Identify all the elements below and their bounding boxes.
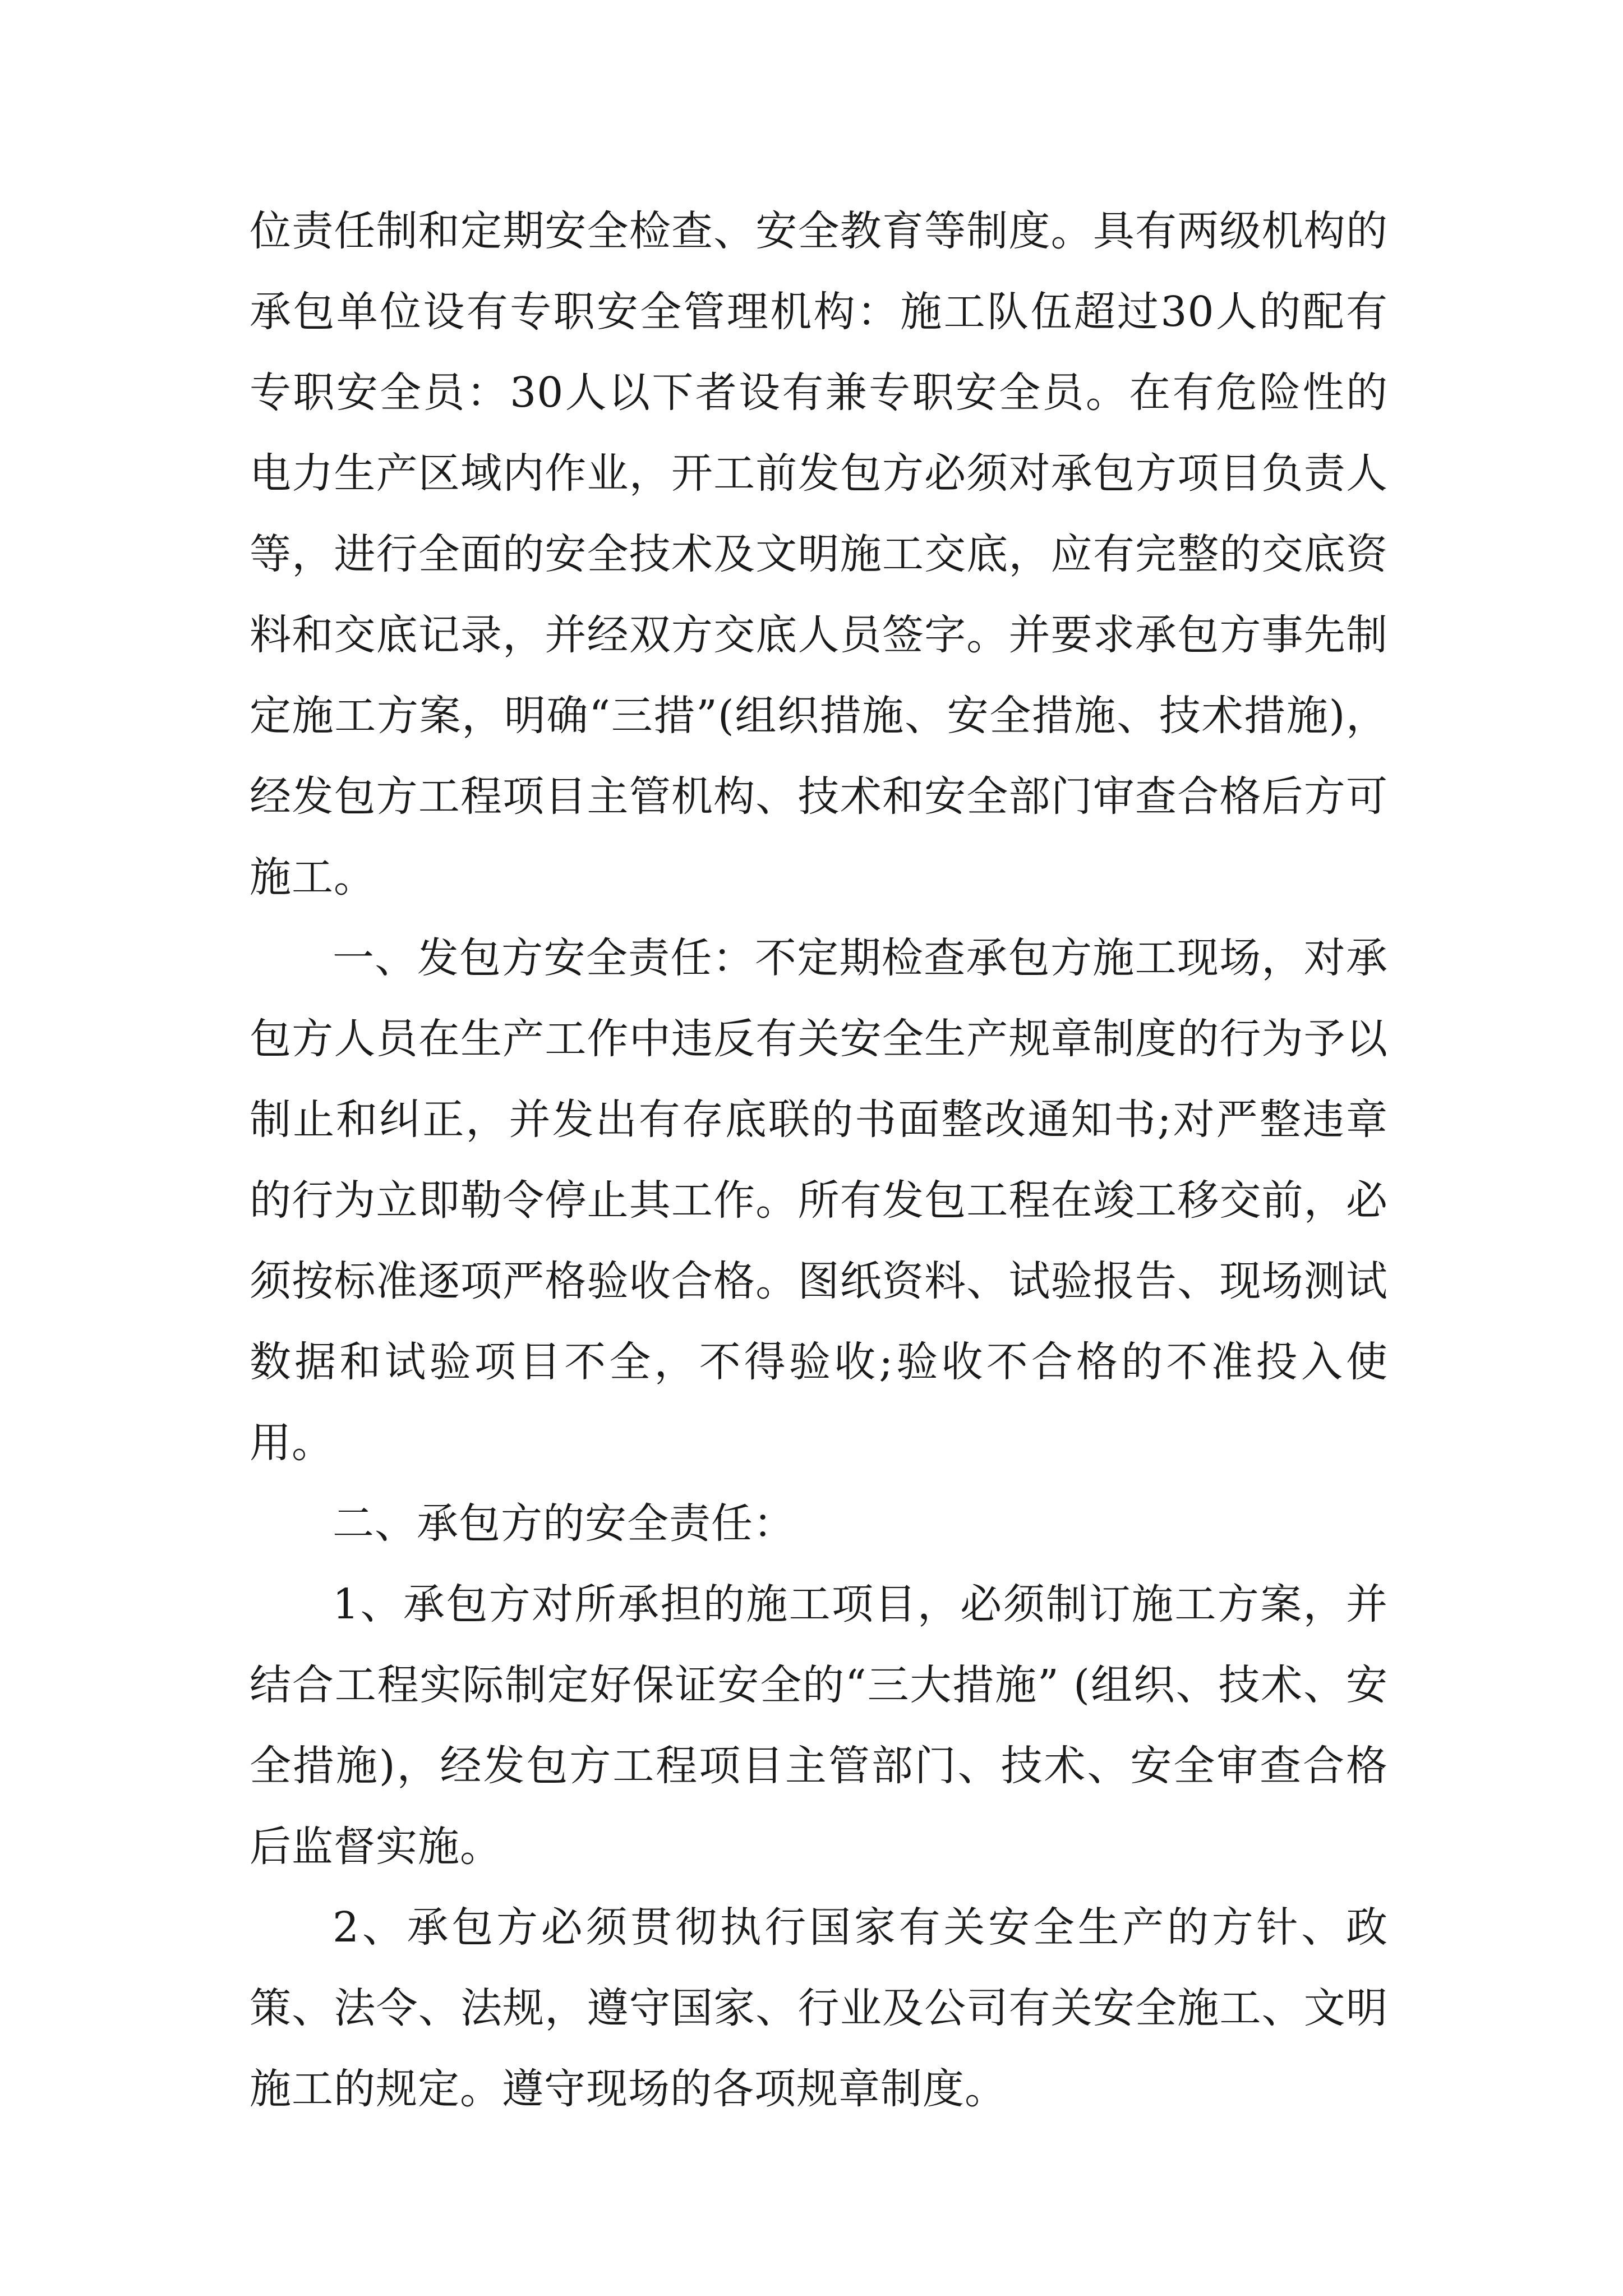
paragraph-continuation: 位责任制和定期安全检查、安全教育等制度。具有两级机构的承包单位设有专职安全管理机构：施工队伍超过30人的配有专职安全员：30人以下者设有兼专职安全员。在有危险性的电力生产区域内作业，开工前发包方必须对承包方项目负责人等，进行全面的安全技术及文明施工交底，应有完整的交底资料和交底记录，并经双方交底人员签字。并要求承包方事先制定施工方案，明确“三措”(组织措施、安全措施、技术措施)，经发包方工程项目主管机构、技术和安全部门审查合格后方可施工。 [250,207,1388,901]
heading-contractor-responsibility: 二、承包方的安全责任： [333,1499,795,1548]
document-body [250,191,1388,2129]
paragraph-employer-responsibility: 一、发包方安全责任：不定期检查承包方施工现场，对承包方人员在生产工作中违反有关安全生产规章制度的行为予以制止和纠正，并发出有存底联的书面整改通知书;对严整违章的行为立即勒令停止其工作。所有发包工程在竣工移交前，必须按标准逐项严格验收合格。图纸资料、试验报告、现场测试数据和试验项目不全，不得验收;验收不合格的不准投入使用。 [250,934,1388,1467]
paragraph-item-1: 1、承包方对所承担的施工项目，必须制订施工方案，并结合工程实际制定好保证安全的“三大措施” (组织、技术、安全措施)，经发包方工程项目主管部门、技术、安全审查合格后监督实施。 [250,1580,1388,1871]
paragraph-item-2: 2、承包方必须贯彻执行国家有关安全生产的方针、政策、法令、法规，遵守国家、行业及公司有关安全施工、文明施工的规定。遵守现场的各项规章制度。 [250,1903,1388,2113]
